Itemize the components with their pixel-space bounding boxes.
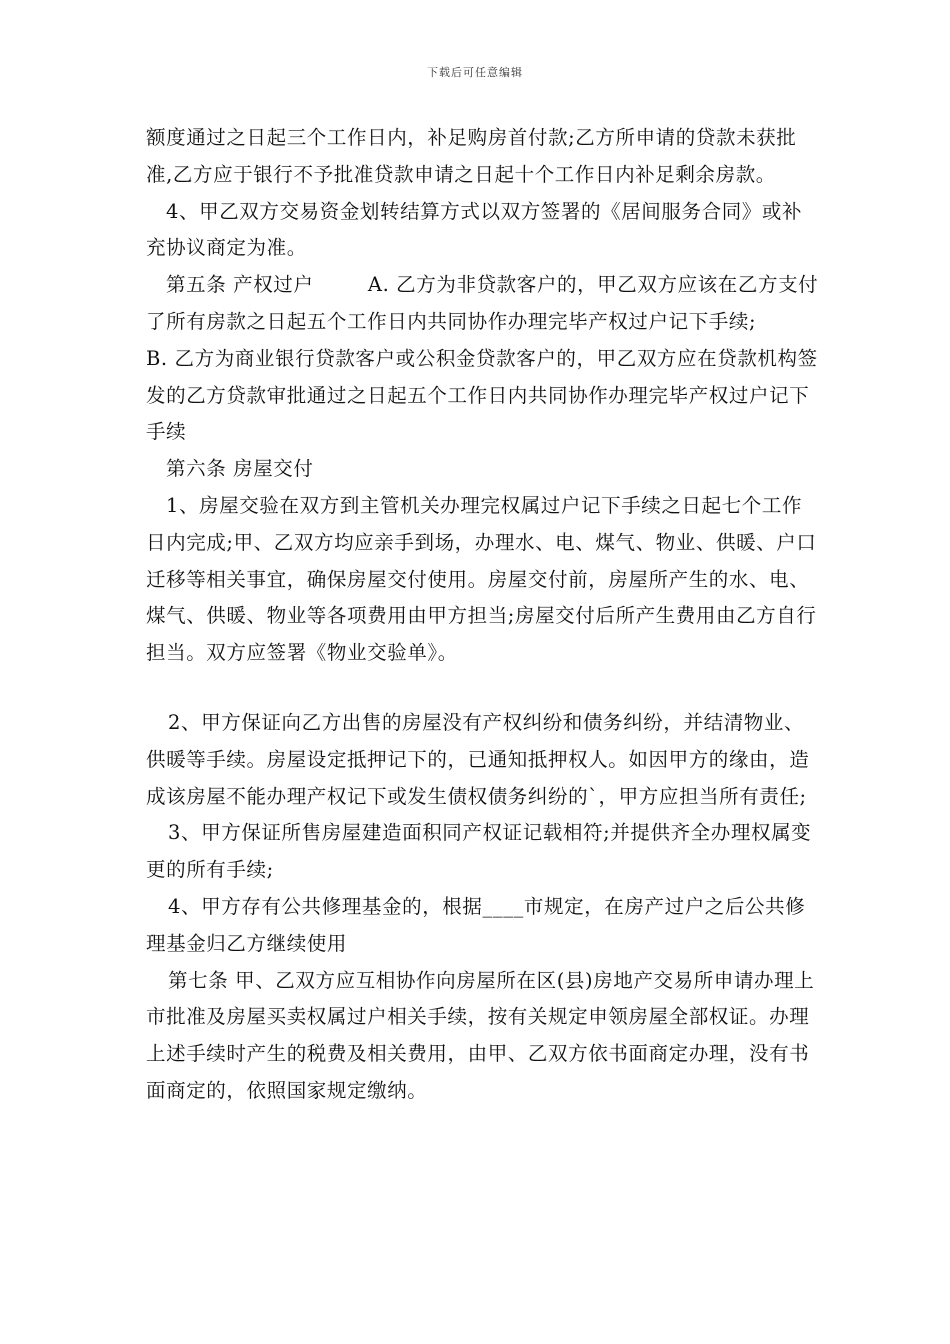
paragraph-article-6-heading: 第六条 房屋交付 xyxy=(166,457,314,481)
paragraph-article-5-title-transfer: 第五条 产权过户 A. 乙方为非贷款客户的，甲乙双方应该在乙方支付了所有房款之日起五个工作日内共同协作办理完毕产权过户记下手续; B. 乙方为商业银行贷款客户或公积金贷款客户的，甲乙双方应在贷款机构签发的乙方贷款审批通过之日起五个工作日内共同协作办理完毕产权过户记下手续 xyxy=(146,273,819,444)
paragraph-article-7: 第七条 甲、乙双方应互相协作向房屋所在区(县)房地产交易所申请办理上市批准及房屋买卖权属过户相关手续，按有关规定申领房屋全部权证。办理上述手续时产生的税费及相关费用，由甲、乙双方依书面商定办理，没有书面商定的，依照国家规定缴纳。 xyxy=(146,968,815,1102)
page-header: 下载后可任意编辑 xyxy=(427,66,523,79)
paragraph-handover-4: 4、甲方存有公共修理基金的，根据____市规定，在房产过户之后公共修理基金归乙方继续使用 xyxy=(146,894,806,955)
paragraph-fund-settlement: 4、甲乙双方交易资金划转结算方式以双方签署的《居间服务合同》或补充协议商定为准。 xyxy=(146,199,803,260)
paragraph-handover-3: 3、甲方保证所售房屋建造面积同产权证记载相符;并提供齐全办理权属变更的所有手续; xyxy=(146,821,812,882)
paragraph-down-payment: 额度通过之日起三个工作日内，补足购房首付款;乙方所申请的贷款未获批准,乙方应于银行不予批准贷款申请之日起十个工作日内补足剩余房款。 xyxy=(146,126,797,186)
paragraph-spacer xyxy=(146,672,822,705)
document-body xyxy=(146,120,822,1110)
paragraph-handover-1: 1、房屋交验在双方到主管机关办理完权属过户记下手续之日起七个工作日内完成;甲、乙双方均应亲手到场，办理水、电、煤气、物业、供暖、户口迁移等相关事宜，确保房屋交付使用。房屋交付前，房屋所产生的水、电、煤气、供暖、物业等各项费用由甲方担当;房屋交付后所产生费用由乙方自行担当。双方应签署《物业交验单》。 xyxy=(146,493,817,665)
paragraph-handover-2: 2、甲方保证向乙方出售的房屋没有产权纠纷和债务纠纷，并结清物业、供暖等手续。房屋设定抵押记下的，已通知抵押权人。如因甲方的缘由，造成该房屋不能办理产权记下或发生债权债务纠纷的`，甲方应担当所有责任; xyxy=(146,710,810,808)
